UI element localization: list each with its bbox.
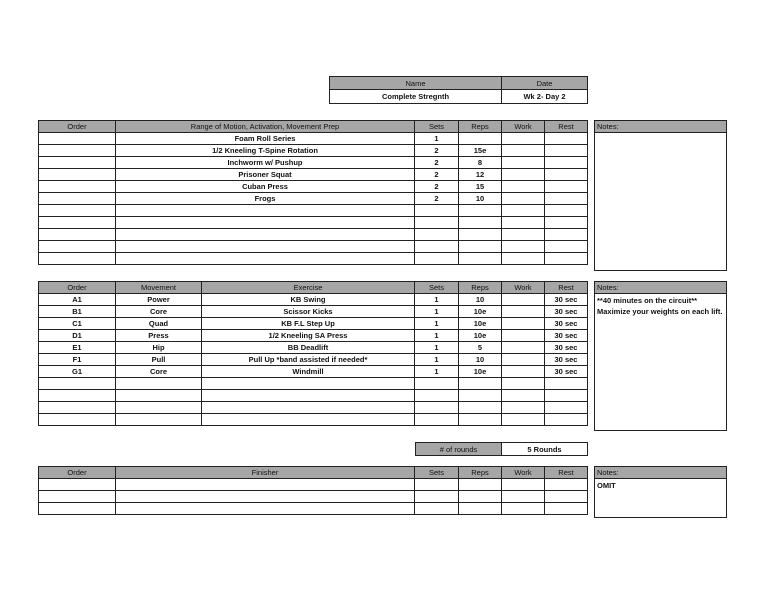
cell-reps[interactable]: 5: [459, 342, 502, 354]
cell-work[interactable]: [502, 366, 545, 378]
cell-exercise[interactable]: [116, 479, 415, 491]
table-row: [39, 414, 588, 426]
cell-reps[interactable]: 10e: [459, 306, 502, 318]
cell-rest[interactable]: 30 sec: [545, 366, 588, 378]
cell-exercise[interactable]: [116, 503, 415, 515]
cell-exercise[interactable]: Windmill: [202, 366, 415, 378]
cell-sets[interactable]: [415, 229, 459, 241]
cell-rest[interactable]: [545, 414, 588, 426]
cell-reps[interactable]: 12: [459, 169, 502, 181]
cell-sets[interactable]: [415, 253, 459, 265]
cell-exercise[interactable]: Prisoner Squat: [116, 169, 415, 181]
header-table: [329, 76, 588, 104]
table-row: [39, 491, 588, 503]
cell-sets[interactable]: [415, 479, 459, 491]
cell-rest[interactable]: [545, 193, 588, 205]
cell-exercise[interactable]: [116, 217, 415, 229]
cell-exercise[interactable]: [202, 378, 415, 390]
table-row: [39, 181, 588, 193]
cell-movement[interactable]: Power: [116, 294, 202, 306]
cell-exercise[interactable]: [116, 205, 415, 217]
cell-work[interactable]: [502, 229, 545, 241]
cell-order[interactable]: [39, 133, 116, 145]
cell-sets[interactable]: 1: [415, 366, 459, 378]
table-row: [39, 157, 588, 169]
cell-sets[interactable]: 1: [415, 133, 459, 145]
cell-order[interactable]: [39, 378, 116, 390]
cell-reps[interactable]: [459, 241, 502, 253]
cell-rest[interactable]: 30 sec: [545, 306, 588, 318]
cell-reps[interactable]: 10e: [459, 330, 502, 342]
cell-exercise[interactable]: Scissor Kicks: [202, 306, 415, 318]
cell-order[interactable]: [39, 181, 116, 193]
cell-order[interactable]: E1: [39, 342, 116, 354]
cell-rest[interactable]: [545, 378, 588, 390]
col-reps: Reps: [459, 121, 502, 133]
col-work: Work: [502, 467, 545, 479]
cell-sets[interactable]: 1: [415, 342, 459, 354]
cell-exercise[interactable]: Inchworm w/ Pushup: [116, 157, 415, 169]
warmup-notes: [594, 120, 727, 271]
main-table: [38, 281, 588, 426]
rounds-table: [415, 442, 588, 456]
cell-rest[interactable]: [545, 503, 588, 515]
cell-sets[interactable]: [415, 378, 459, 390]
cell-reps[interactable]: [459, 217, 502, 229]
cell-order[interactable]: [39, 390, 116, 402]
cell-rest[interactable]: 30 sec: [545, 342, 588, 354]
table-row: [39, 294, 588, 306]
cell-rest[interactable]: [545, 205, 588, 217]
cell-order[interactable]: G1: [39, 366, 116, 378]
cell-reps[interactable]: 10: [459, 294, 502, 306]
cell-work[interactable]: [502, 145, 545, 157]
cell-rest[interactable]: [545, 390, 588, 402]
cell-order[interactable]: [39, 503, 116, 515]
cell-order[interactable]: [39, 169, 116, 181]
col-work: Work: [502, 282, 545, 294]
table-row: [39, 241, 588, 253]
cell-movement[interactable]: [116, 414, 202, 426]
cell-movement[interactable]: Core: [116, 306, 202, 318]
cell-rest[interactable]: [545, 402, 588, 414]
table-row: [39, 390, 588, 402]
cell-rest[interactable]: [545, 133, 588, 145]
cell-rest[interactable]: [545, 241, 588, 253]
cell-reps[interactable]: [459, 253, 502, 265]
table-row: [39, 342, 588, 354]
table-row: [39, 145, 588, 157]
table-row: [39, 205, 588, 217]
cell-rest[interactable]: 30 sec: [545, 330, 588, 342]
cell-rest[interactable]: [545, 181, 588, 193]
col-movement: Movement: [116, 282, 202, 294]
cell-exercise[interactable]: [202, 402, 415, 414]
cell-movement[interactable]: [116, 390, 202, 402]
cell-order[interactable]: [39, 253, 116, 265]
col-exercise: Exercise: [202, 282, 415, 294]
cell-rest[interactable]: [545, 491, 588, 503]
cell-exercise[interactable]: Cuban Press: [116, 181, 415, 193]
col-work: Work: [502, 121, 545, 133]
cell-reps[interactable]: [459, 378, 502, 390]
cell-movement[interactable]: Quad: [116, 318, 202, 330]
date-value[interactable]: Wk 2- Day 2: [502, 90, 588, 104]
cell-rest[interactable]: [545, 217, 588, 229]
table-row: [39, 402, 588, 414]
cell-work[interactable]: [502, 479, 545, 491]
cell-sets[interactable]: [415, 491, 459, 503]
main-notes: [594, 281, 727, 431]
notes-text[interactable]: **40 minutes on the circuit** Maximize your weights on each lift.: [597, 296, 723, 316]
cell-movement[interactable]: Core: [116, 366, 202, 378]
cell-work[interactable]: [502, 342, 545, 354]
cell-work[interactable]: [502, 491, 545, 503]
table-row: [39, 229, 588, 241]
cell-reps[interactable]: 15e: [459, 145, 502, 157]
cell-exercise[interactable]: [202, 390, 415, 402]
cell-movement[interactable]: [116, 402, 202, 414]
cell-reps[interactable]: [459, 414, 502, 426]
cell-order[interactable]: [39, 205, 116, 217]
cell-work[interactable]: [502, 253, 545, 265]
cell-reps[interactable]: [459, 503, 502, 515]
cell-work[interactable]: [502, 133, 545, 145]
col-order: Order: [39, 121, 116, 133]
cell-order[interactable]: [39, 217, 116, 229]
col-rest: Rest: [545, 282, 588, 294]
cell-order[interactable]: [39, 193, 116, 205]
col-order: Order: [39, 282, 116, 294]
cell-sets[interactable]: [415, 402, 459, 414]
cell-exercise[interactable]: 1/2 Kneeling T-Spine Rotation: [116, 145, 415, 157]
cell-exercise[interactable]: Pull Up *band assisted if needed*: [202, 354, 415, 366]
cell-reps[interactable]: [459, 479, 502, 491]
cell-work[interactable]: [502, 205, 545, 217]
cell-sets[interactable]: 2: [415, 181, 459, 193]
table-row: [39, 354, 588, 366]
finisher-notes: [594, 466, 727, 518]
cell-exercise[interactable]: [116, 229, 415, 241]
cell-order[interactable]: [39, 145, 116, 157]
cell-exercise[interactable]: Frogs: [116, 193, 415, 205]
cell-reps[interactable]: [459, 491, 502, 503]
cell-order[interactable]: [39, 241, 116, 253]
col-order: Order: [39, 467, 116, 479]
col-rest: Rest: [545, 467, 588, 479]
cell-reps[interactable]: 15: [459, 181, 502, 193]
cell-sets[interactable]: 1: [415, 354, 459, 366]
cell-work[interactable]: [502, 217, 545, 229]
cell-order[interactable]: [39, 157, 116, 169]
cell-work[interactable]: [502, 378, 545, 390]
cell-movement[interactable]: Press: [116, 330, 202, 342]
cell-reps[interactable]: 10: [459, 193, 502, 205]
cell-sets[interactable]: 2: [415, 193, 459, 205]
date-label: Date: [502, 77, 588, 90]
col-sets: Sets: [415, 467, 459, 479]
col-sets: Sets: [415, 121, 459, 133]
cell-exercise[interactable]: Foam Roll Series: [116, 133, 415, 145]
cell-sets[interactable]: [415, 217, 459, 229]
finisher-table: [38, 466, 588, 515]
cell-rest[interactable]: 30 sec: [545, 354, 588, 366]
cell-reps[interactable]: 10e: [459, 318, 502, 330]
cell-reps[interactable]: 10e: [459, 366, 502, 378]
cell-rest[interactable]: 30 sec: [545, 294, 588, 306]
table-row: [39, 253, 588, 265]
notes-label: Notes:: [595, 467, 726, 479]
cell-exercise[interactable]: BB Deadlift: [202, 342, 415, 354]
cell-order[interactable]: [39, 402, 116, 414]
col-reps: Reps: [459, 467, 502, 479]
col-rest: Rest: [545, 121, 588, 133]
table-row: [39, 193, 588, 205]
cell-work[interactable]: [502, 294, 545, 306]
cell-sets[interactable]: [415, 414, 459, 426]
table-row: [39, 306, 588, 318]
cell-sets[interactable]: [415, 503, 459, 515]
col-reps: Reps: [459, 282, 502, 294]
cell-exercise[interactable]: 1/2 Kneeling SA Press: [202, 330, 415, 342]
cell-sets[interactable]: 1: [415, 330, 459, 342]
table-row: [39, 330, 588, 342]
cell-movement[interactable]: Hip: [116, 342, 202, 354]
cell-rest[interactable]: [545, 253, 588, 265]
cell-work[interactable]: [502, 354, 545, 366]
cell-order[interactable]: F1: [39, 354, 116, 366]
table-row: [39, 503, 588, 515]
cell-order[interactable]: [39, 229, 116, 241]
cell-rest[interactable]: 30 sec: [545, 318, 588, 330]
table-row: [39, 479, 588, 491]
cell-sets[interactable]: 1: [415, 306, 459, 318]
cell-work[interactable]: [502, 318, 545, 330]
cell-exercise[interactable]: [202, 414, 415, 426]
cell-sets[interactable]: 2: [415, 157, 459, 169]
cell-sets[interactable]: [415, 205, 459, 217]
cell-work[interactable]: [502, 330, 545, 342]
notes-text[interactable]: OMIT: [597, 481, 616, 490]
cell-reps[interactable]: 10: [459, 354, 502, 366]
cell-rest[interactable]: [545, 145, 588, 157]
cell-rest[interactable]: [545, 229, 588, 241]
rounds-value[interactable]: 5 Rounds: [502, 443, 588, 456]
cell-sets[interactable]: 1: [415, 318, 459, 330]
col-exercise: Finisher: [116, 467, 415, 479]
col-sets: Sets: [415, 282, 459, 294]
cell-rest[interactable]: [545, 479, 588, 491]
cell-reps[interactable]: [459, 205, 502, 217]
cell-sets[interactable]: [415, 390, 459, 402]
cell-reps[interactable]: [459, 402, 502, 414]
cell-order[interactable]: [39, 414, 116, 426]
cell-work[interactable]: [502, 169, 545, 181]
notes-text[interactable]: [595, 133, 726, 135]
cell-reps[interactable]: [459, 133, 502, 145]
table-row: [39, 217, 588, 229]
cell-sets[interactable]: 2: [415, 169, 459, 181]
cell-order[interactable]: A1: [39, 294, 116, 306]
table-row: [39, 133, 588, 145]
name-value[interactable]: Complete Stregnth: [330, 90, 502, 104]
cell-exercise[interactable]: [116, 491, 415, 503]
table-row: [39, 378, 588, 390]
cell-exercise[interactable]: KB F.L Step Up: [202, 318, 415, 330]
cell-rest[interactable]: [545, 157, 588, 169]
table-row: [39, 169, 588, 181]
cell-reps[interactable]: [459, 390, 502, 402]
table-row: [39, 318, 588, 330]
cell-work[interactable]: [502, 241, 545, 253]
cell-movement[interactable]: [116, 378, 202, 390]
cell-work[interactable]: [502, 193, 545, 205]
cell-movement[interactable]: Pull: [116, 354, 202, 366]
warmup-table: [38, 120, 588, 265]
cell-sets[interactable]: 2: [415, 145, 459, 157]
cell-order[interactable]: B1: [39, 306, 116, 318]
cell-work[interactable]: [502, 181, 545, 193]
cell-work[interactable]: [502, 157, 545, 169]
cell-work[interactable]: [502, 390, 545, 402]
cell-exercise[interactable]: [116, 241, 415, 253]
table-row: [39, 366, 588, 378]
cell-order[interactable]: D1: [39, 330, 116, 342]
cell-order[interactable]: [39, 491, 116, 503]
cell-rest[interactable]: [545, 169, 588, 181]
cell-work[interactable]: [502, 503, 545, 515]
notes-label: Notes:: [595, 121, 726, 133]
cell-sets[interactable]: [415, 241, 459, 253]
cell-work[interactable]: [502, 306, 545, 318]
rounds-label: # of rounds: [416, 443, 502, 456]
col-exercise: Range of Motion, Activation, Movement Prep: [116, 121, 415, 133]
cell-work[interactable]: [502, 402, 545, 414]
notes-label: Notes:: [595, 282, 726, 294]
cell-reps[interactable]: 8: [459, 157, 502, 169]
cell-work[interactable]: [502, 414, 545, 426]
cell-exercise[interactable]: KB Swing: [202, 294, 415, 306]
name-label: Name: [330, 77, 502, 90]
cell-sets[interactable]: 1: [415, 294, 459, 306]
cell-order[interactable]: C1: [39, 318, 116, 330]
cell-exercise[interactable]: [116, 253, 415, 265]
cell-order[interactable]: [39, 479, 116, 491]
cell-reps[interactable]: [459, 229, 502, 241]
